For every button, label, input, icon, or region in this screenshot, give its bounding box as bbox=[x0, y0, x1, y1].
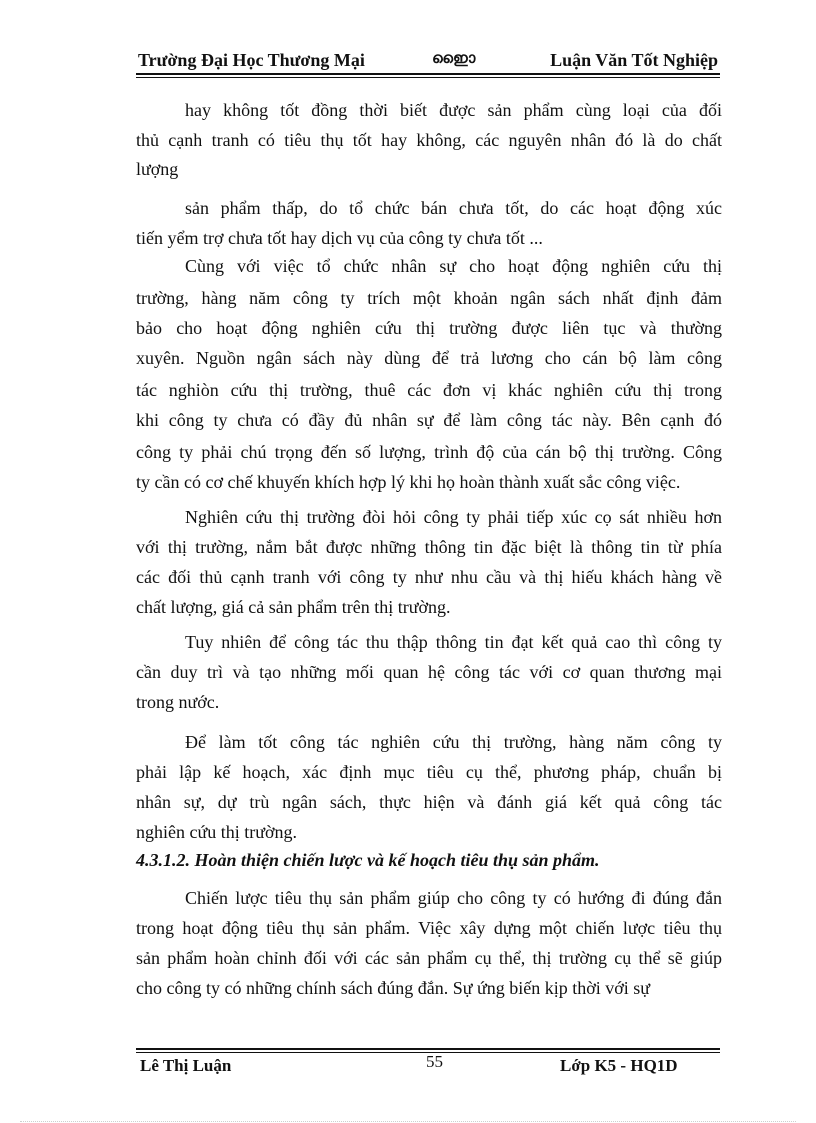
body-text-line: phải lập kế hoạch, xác định mục tiêu cụ thể, phương pháp, chuẩn bị bbox=[136, 762, 722, 782]
body-text-line: cho công ty có những chính sách đúng đắn. Sự ứng biến kịp thời với sự bbox=[136, 978, 651, 998]
body-text-line: trường, hàng năm công ty trích một khoản ngân sách nhất định đảm bbox=[136, 288, 722, 308]
header-school-name: Trường Đại Học Thương Mại bbox=[138, 50, 365, 70]
header-ornament: ഇൈാ bbox=[432, 51, 477, 67]
body-text-line: tác nghiòn cứu thị trường, thuê các đơn vị khác nghiên cứu thị trong bbox=[136, 380, 722, 400]
body-text-line: sản phẩm thấp, do tổ chức bán chưa tốt, do các hoạt động xúc bbox=[185, 198, 722, 218]
header-rule bbox=[136, 73, 720, 75]
body-text-line: công ty phải chú trọng đến số lượng, trình độ của cán bộ thị trường. Công bbox=[136, 442, 722, 462]
body-text-line: nghiên cứu thị trường. bbox=[136, 822, 298, 842]
body-text-line: Để làm tốt công tác nghiên cứu thị trường, hàng năm công ty bbox=[185, 732, 722, 752]
page-edge bbox=[20, 1121, 796, 1122]
body-text-line: chất lượng, giá cả sản phẩm trên thị trường. bbox=[136, 597, 451, 617]
header-rule-thin bbox=[136, 77, 720, 78]
footer-rule bbox=[136, 1048, 720, 1050]
body-text-line: với thị trường, nắm bắt được những thông tin đặc biệt là thông tin từ phía bbox=[136, 537, 722, 557]
footer-class: Lớp K5 - HQ1D bbox=[560, 1056, 678, 1075]
body-text-line: Nghiên cứu thị trường đòi hỏi công ty phải tiếp xúc cọ sát nhiều hơn bbox=[185, 507, 722, 527]
body-text-line: lượng bbox=[136, 159, 179, 179]
body-text-line: thủ cạnh tranh có tiêu thụ tốt hay không, các nguyên nhân đó là do chất bbox=[136, 130, 722, 150]
page-number: 55 bbox=[426, 1052, 443, 1071]
body-text-line: xuyên. Nguồn ngân sách này dùng để trả lương cho cán bộ làm công bbox=[136, 348, 722, 368]
body-text-line: Cùng với việc tổ chức nhân sự cho hoạt động nghiên cứu thị bbox=[185, 256, 722, 276]
body-text-line: cần duy trì và tạo những mối quan hệ công tác với cơ quan thương mại bbox=[136, 662, 722, 682]
body-text-line: các đối thủ cạnh tranh với công ty như nhu cầu và thị hiếu khách hàng về bbox=[136, 567, 722, 587]
body-text-line: sản phẩm hoàn chỉnh đối với các sản phẩm cụ thể, thị trường cụ thể sẽ giúp bbox=[136, 948, 722, 968]
body-text-line: ty cần có cơ chế khuyến khích hợp lý khi họ hoàn thành xuất sắc công việc. bbox=[136, 472, 681, 492]
body-text-line: hay không tốt đồng thời biết được sản phẩm cùng loại của đối bbox=[185, 100, 722, 120]
body-text-line: Tuy nhiên để công tác thu thập thông tin đạt kết quả cao thì công ty bbox=[185, 632, 722, 652]
body-text-line: tiến yểm trợ chưa tốt hay dịch vụ của công ty chưa tốt ... bbox=[136, 228, 543, 248]
page-header bbox=[136, 48, 720, 72]
body-text-line: nhân sự, dự trù ngân sách, thực hiện và đánh giá kết quả công tác bbox=[136, 792, 722, 812]
body-text-line: trong hoạt động tiêu thụ sản phẩm. Việc xây dựng một chiến lược tiêu thụ bbox=[136, 918, 722, 938]
body-text-line: Chiến lược tiêu thụ sản phẩm giúp cho công ty có hướng đi đúng đắn bbox=[185, 888, 722, 908]
body-text-line: trong nước. bbox=[136, 692, 220, 712]
section-heading: 4.3.1.2. Hoàn thiện chiến lược và kế hoạch tiêu thụ sản phẩm. bbox=[136, 850, 600, 870]
body-text-line: bảo cho hoạt động nghiên cứu thị trường được liên tục và thường bbox=[136, 318, 722, 338]
body-text-line: khi công ty chưa có đầy đủ nhân sự để làm công tác này. Bên cạnh đó bbox=[136, 410, 722, 430]
header-thesis-label: Luận Văn Tốt Nghiệp bbox=[550, 50, 718, 70]
footer-author: Lê Thị Luận bbox=[140, 1056, 232, 1075]
